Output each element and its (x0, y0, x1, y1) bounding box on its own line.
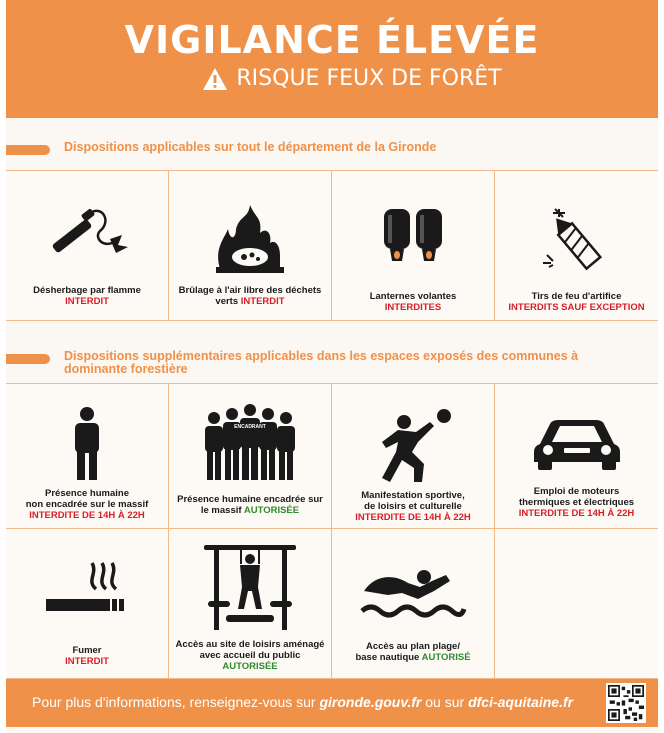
sky-lanterns-icon (378, 205, 448, 271)
footer-text-middle: ou sur (425, 694, 465, 710)
section1-heading (6, 141, 584, 155)
rule-leisure-site (169, 529, 332, 679)
footer-banner (6, 679, 658, 727)
rule-lanterns (332, 171, 495, 321)
rule-label: thermiques et électriques (518, 497, 635, 508)
page-title: VIGILANCE ÉLEVÉE (124, 18, 540, 62)
rule-label: avec accueil du public (199, 650, 301, 661)
footer-text (32, 694, 573, 710)
rule-label: Désherbage par flamme (33, 285, 141, 296)
gironde-link[interactable]: gironde.gouv.fr (319, 694, 422, 710)
rule-caption (10, 645, 164, 667)
rule-label: Présence humaine (45, 488, 129, 499)
rule-caption (173, 639, 327, 672)
poster (6, 0, 658, 733)
group-badge: ENCADRANT (234, 424, 266, 430)
person-icon (67, 406, 107, 482)
rule-label: non encadrée sur le massif (25, 499, 149, 510)
rule-burning (169, 171, 332, 321)
rule-label (336, 652, 490, 663)
section2-heading (6, 350, 584, 376)
rule-status: INTERDIT (65, 656, 109, 667)
rule-caption (10, 285, 164, 307)
rule-engines (495, 384, 658, 529)
car-icon (532, 416, 622, 472)
rule-status: INTERDIT (65, 296, 109, 307)
qr-code-icon[interactable] (606, 683, 646, 723)
rule-caption (173, 285, 327, 307)
rule-status: INTERDITE DE 14H À 22H (355, 512, 471, 523)
rule-caption (336, 291, 490, 313)
subtitle-row (6, 66, 658, 91)
cigarette-icon (42, 559, 132, 629)
rule-status: INTERDITE DE 14H À 22H (29, 510, 145, 521)
rule-label-text: le massif (200, 505, 242, 516)
blowtorch-icon (42, 201, 132, 271)
rule-caption (336, 490, 490, 523)
rule-presence-unsupervised (6, 384, 169, 529)
ropes-course-icon (200, 535, 300, 635)
rule-label: Présence humaine encadrée sur (177, 494, 323, 505)
rule-caption (10, 488, 164, 521)
section-marker (6, 145, 50, 155)
rule-status: INTERDITES (384, 302, 442, 313)
rule-label: Fumer (72, 645, 102, 656)
footer-text-before: Pour plus d'informations, renseignez-vous sur (32, 694, 316, 710)
rule-label-text: Brûlage à l'air libre des déchets verts (178, 285, 322, 307)
rule-caption (499, 291, 654, 313)
rule-caption (173, 494, 327, 516)
rule-sport-event (332, 384, 495, 529)
swimmer-icon (358, 565, 468, 621)
rule-label: Accès au site de loisirs aménagé (175, 639, 325, 650)
rule-caption (336, 641, 490, 663)
rule-smoking (6, 529, 169, 679)
rule-label: de loisirs et culturelle (364, 501, 462, 512)
rule-status: AUTORISÉE (243, 505, 300, 516)
section1-grid (6, 170, 658, 321)
rule-label: Lanternes volantes (369, 291, 457, 302)
firework-rocket-icon (539, 205, 615, 271)
rule-status: INTERDITE DE 14H À 22H (518, 508, 635, 519)
rule-label: Emploi de moteurs (533, 486, 620, 497)
rule-caption (499, 486, 654, 519)
subtitle: RISQUE FEUX DE FORÊT (236, 66, 502, 91)
rule-label: Tirs de feu d'artifice (531, 291, 622, 302)
volleyball-player-icon (368, 406, 458, 486)
rule-label-text: base nautique (355, 652, 420, 663)
rule-label: Accès au plan plage/ (366, 641, 460, 652)
rule-status: AUTORISÉ (421, 652, 471, 663)
rule-status: INTERDIT (240, 296, 285, 307)
rule-weeding (6, 171, 169, 321)
rule-label: Manifestation sportive, (361, 490, 465, 501)
rule-beach-access (332, 529, 495, 679)
rule-status: AUTORISÉE (222, 661, 278, 672)
rule-label (173, 505, 327, 516)
section2-grid (6, 383, 658, 679)
section-marker (6, 354, 50, 364)
rule-presence-supervised (169, 384, 332, 529)
section1-title: Dispositions applicables sur tout le département de la Gironde (64, 140, 437, 154)
empty-cell (495, 529, 658, 679)
rule-status: INTERDITS SAUF EXCEPTION (508, 302, 645, 313)
warning-triangle-icon (202, 67, 228, 91)
header-banner (6, 0, 658, 118)
rule-label (173, 285, 327, 307)
rule-fireworks (495, 171, 658, 321)
burning-waste-icon (210, 199, 290, 275)
dfci-link[interactable]: dfci-aquitaine.fr (468, 694, 574, 710)
section2-title: Dispositions supplémentaires applicables dans les espaces exposés des communes à dominante forestière (64, 349, 579, 376)
guided-group-icon (200, 404, 300, 484)
